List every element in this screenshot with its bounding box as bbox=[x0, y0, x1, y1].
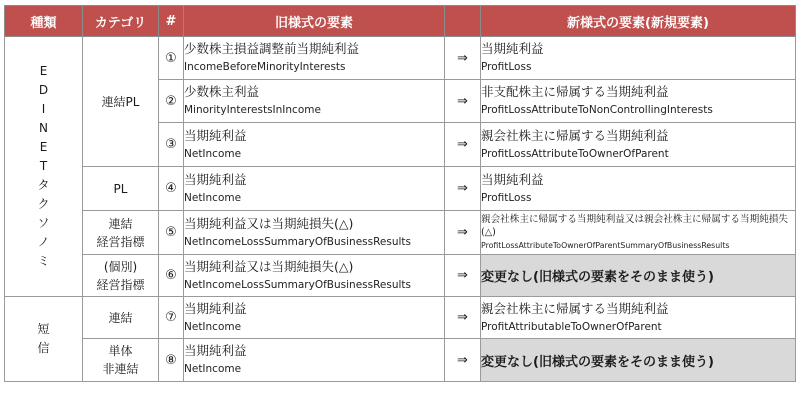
arrow-icon: ⇒ bbox=[445, 297, 481, 339]
row-number: ④ bbox=[159, 167, 184, 211]
category-consolidated-index: 連結 経営指標 bbox=[83, 211, 159, 255]
new-element-cell bbox=[481, 167, 796, 211]
row-number: ① bbox=[159, 37, 184, 80]
new-element-ja: 親会社株主に帰属する当期純利益 bbox=[481, 300, 669, 316]
row-number: ⑦ bbox=[159, 297, 184, 339]
row-number: ⑥ bbox=[159, 255, 184, 297]
new-element-cell bbox=[481, 80, 796, 123]
header-number: # bbox=[159, 6, 184, 37]
header-arrow bbox=[445, 6, 481, 37]
new-element-id: ProfitLoss bbox=[481, 61, 532, 73]
old-element-cell bbox=[184, 80, 445, 123]
old-element-id: IncomeBeforeMinorityInterests bbox=[184, 61, 346, 73]
arrow-icon: ⇒ bbox=[445, 80, 481, 123]
old-element-id: NetIncome bbox=[184, 363, 242, 375]
new-element-ja: 親会社株主に帰属する当期純利益又は親会社株主に帰属する当期純損失(△) bbox=[481, 213, 788, 238]
category-consolidated: 連結 bbox=[83, 297, 159, 339]
old-element-id: NetIncome bbox=[184, 147, 242, 160]
new-element-cell bbox=[481, 211, 796, 255]
new-element-ja: 非支配株主に帰属する当期純利益 bbox=[481, 84, 669, 99]
new-element-ja: 当期純利益 bbox=[481, 41, 544, 56]
element-mapping-table bbox=[4, 5, 796, 382]
new-element-cell bbox=[481, 37, 796, 80]
table-row bbox=[5, 339, 796, 382]
header-new-element: 新様式の要素(新規要素) bbox=[481, 6, 796, 37]
new-element-id: ProfitLossAttributeToOwnerOfParent bbox=[481, 147, 669, 160]
category-standalone: 単体 非連結 bbox=[83, 339, 159, 382]
new-element-id: ProfitLossAttributeToOwnerOfParentSummaryOfBusinessResults bbox=[481, 240, 730, 250]
new-element-cell bbox=[481, 123, 796, 167]
old-element-id: NetIncomeLossSummaryOfBusinessResults bbox=[184, 278, 412, 291]
kind-tanshin bbox=[5, 297, 83, 382]
kind-edinet-taxonomy bbox=[5, 37, 83, 297]
vertical-label: E D I N E T タ ク ソ ノ ミ bbox=[37, 64, 50, 268]
arrow-icon: ⇒ bbox=[445, 123, 481, 167]
old-element-cell bbox=[184, 339, 445, 382]
old-element-ja: 当期純利益又は当期純損失(△) bbox=[184, 215, 354, 231]
arrow-icon: ⇒ bbox=[445, 211, 481, 255]
old-element-id: MinorityInterestsInIncome bbox=[184, 104, 321, 116]
category-individual-index: (個別) 経営指標 bbox=[83, 255, 159, 297]
new-element-id: ProfitLossAttributeToNonControllingInterests bbox=[481, 104, 713, 116]
old-element-cell bbox=[184, 167, 445, 211]
new-element-unchanged: 変更なし(旧様式の要素をそのまま使う) bbox=[481, 255, 796, 297]
table-row bbox=[5, 211, 796, 255]
new-element-id: ProfitAttributableToOwnerOfParent bbox=[481, 320, 662, 333]
old-element-ja: 当期純利益 bbox=[184, 171, 247, 187]
old-element-ja: 当期純利益 bbox=[184, 127, 247, 143]
old-element-cell bbox=[184, 297, 445, 339]
row-number: ③ bbox=[159, 123, 184, 167]
header-kind: 種類 bbox=[5, 6, 83, 37]
arrow-icon: ⇒ bbox=[445, 37, 481, 80]
arrow-icon: ⇒ bbox=[445, 339, 481, 382]
table-row bbox=[5, 37, 796, 80]
vertical-label: 短 信 bbox=[37, 322, 50, 355]
new-element-ja: 当期純利益 bbox=[481, 171, 544, 187]
header-old-element: 旧様式の要素 bbox=[184, 6, 445, 37]
row-number: ⑤ bbox=[159, 211, 184, 255]
row-number: ⑧ bbox=[159, 339, 184, 382]
old-element-id: NetIncome bbox=[184, 191, 242, 204]
new-element-cell bbox=[481, 297, 796, 339]
table-row bbox=[5, 255, 796, 297]
old-element-ja: 当期純利益 bbox=[184, 300, 247, 316]
old-element-cell bbox=[184, 211, 445, 255]
old-element-cell bbox=[184, 37, 445, 80]
new-element-unchanged: 変更なし(旧様式の要素をそのまま使う) bbox=[481, 339, 796, 382]
arrow-icon: ⇒ bbox=[445, 167, 481, 211]
old-element-ja: 少数株主利益 bbox=[184, 84, 260, 99]
old-element-ja: 当期純利益又は当期純損失(△) bbox=[184, 258, 354, 274]
old-element-ja: 少数株主損益調整前当期純利益 bbox=[184, 41, 360, 56]
old-element-id: NetIncomeLossSummaryOfBusinessResults bbox=[184, 235, 412, 248]
category-consolidated-pl: 連結PL bbox=[83, 37, 159, 167]
old-element-cell bbox=[184, 255, 445, 297]
table-row bbox=[5, 167, 796, 211]
new-element-ja: 親会社株主に帰属する当期純利益 bbox=[481, 127, 669, 143]
row-number: ② bbox=[159, 80, 184, 123]
old-element-cell bbox=[184, 123, 445, 167]
arrow-icon: ⇒ bbox=[445, 255, 481, 297]
category-pl: PL bbox=[83, 167, 159, 211]
old-element-ja: 当期純利益 bbox=[184, 343, 247, 358]
table-row bbox=[5, 297, 796, 339]
old-element-id: NetIncome bbox=[184, 320, 242, 333]
new-element-id: ProfitLoss bbox=[481, 191, 532, 204]
header-category: カテゴリ bbox=[83, 6, 159, 37]
header-row bbox=[5, 6, 796, 37]
